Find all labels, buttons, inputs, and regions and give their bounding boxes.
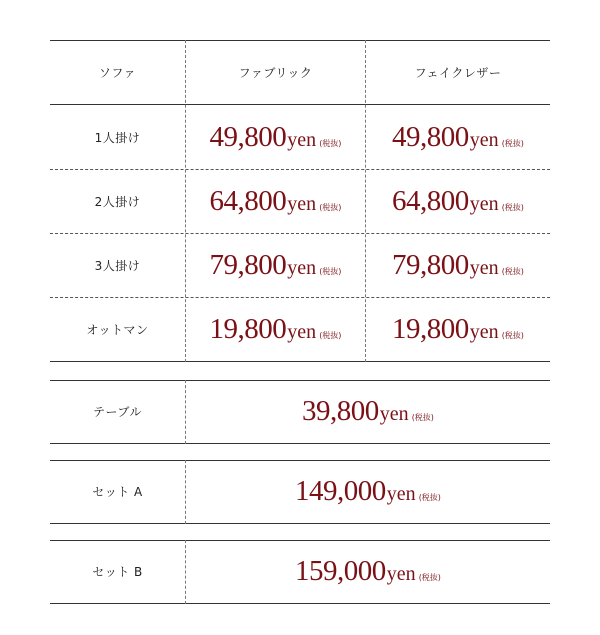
price [392,121,524,154]
price [392,313,524,346]
price-unit: yen [386,483,416,505]
tax-note: (税抜) [319,138,342,148]
tax-note: (税抜) [501,330,524,340]
row-label: 1人掛け [94,130,141,145]
price-unit: yen [469,320,499,343]
tax-note: (税抜) [411,413,434,422]
price-unit: yen [469,128,499,151]
price-unit: yen [287,256,317,279]
price-cell-fabric [186,105,365,169]
set-a-price-row [50,460,550,524]
tax-note: (税抜) [501,202,524,212]
price-cell [186,380,550,443]
tax-note: (税抜) [319,202,342,212]
price-cell-leather [366,233,550,297]
set-b-price-row [50,540,550,604]
row-label: 3人掛け [94,258,141,273]
price-unit: yen [469,256,499,279]
header-fabric: ファブリック [238,65,313,80]
price [392,249,524,282]
table-price-row [50,380,550,444]
price-unit: yen [287,128,317,151]
price-cell [186,460,550,523]
price [210,121,342,154]
price-cell-fabric [186,297,365,361]
price-unit: yen [287,192,317,215]
price-amount: 19,800 [392,312,469,345]
row-label: テーブル [93,405,142,419]
row-label: 2人掛け [94,194,141,209]
price [210,313,342,346]
tax-note: (税抜) [418,573,441,582]
price-unit: yen [379,403,409,425]
price-amount: 19,800 [209,312,287,345]
row-bottom-rule [50,443,550,444]
price-unit: yen [287,320,317,343]
price [210,185,342,218]
price-cell [186,540,550,603]
price-cell-fabric [186,233,365,297]
price-amount: 49,800 [392,120,469,153]
price [210,249,342,282]
price-amount: 79,800 [209,248,287,281]
price-amount: 159,000 [295,555,386,587]
price-amount: 39,800 [302,395,379,427]
tax-note: (税抜) [319,330,342,340]
price-unit: yen [469,192,499,215]
row-label: オットマン [86,322,149,337]
sofa-price-table [50,40,550,362]
price-amount: 64,800 [392,184,469,217]
price-cell-fabric [186,169,365,233]
price-amount: 79,800 [392,248,469,281]
price-cell-leather [366,105,550,169]
price-amount: 49,800 [209,120,287,153]
price [295,555,441,588]
price [302,395,434,428]
row-bottom-rule [50,523,550,524]
price-cell-leather [366,297,550,361]
tax-note: (税抜) [501,138,524,148]
price [392,185,524,218]
table-bottom-rule [50,361,550,362]
price [295,475,441,508]
price-cell-leather [366,169,550,233]
row-bottom-rule [50,603,550,604]
header-sofa: ソファ [98,65,137,80]
header-faux-leather: フェイクレザー [414,65,502,80]
price-amount: 149,000 [295,475,386,507]
price-unit: yen [386,563,416,585]
tax-note: (税抜) [418,493,441,502]
row-label: セット B [92,565,143,579]
row-label: セット A [92,485,143,499]
tax-note: (税抜) [319,266,342,276]
tax-note: (税抜) [501,266,524,276]
price-amount: 64,800 [209,184,287,217]
